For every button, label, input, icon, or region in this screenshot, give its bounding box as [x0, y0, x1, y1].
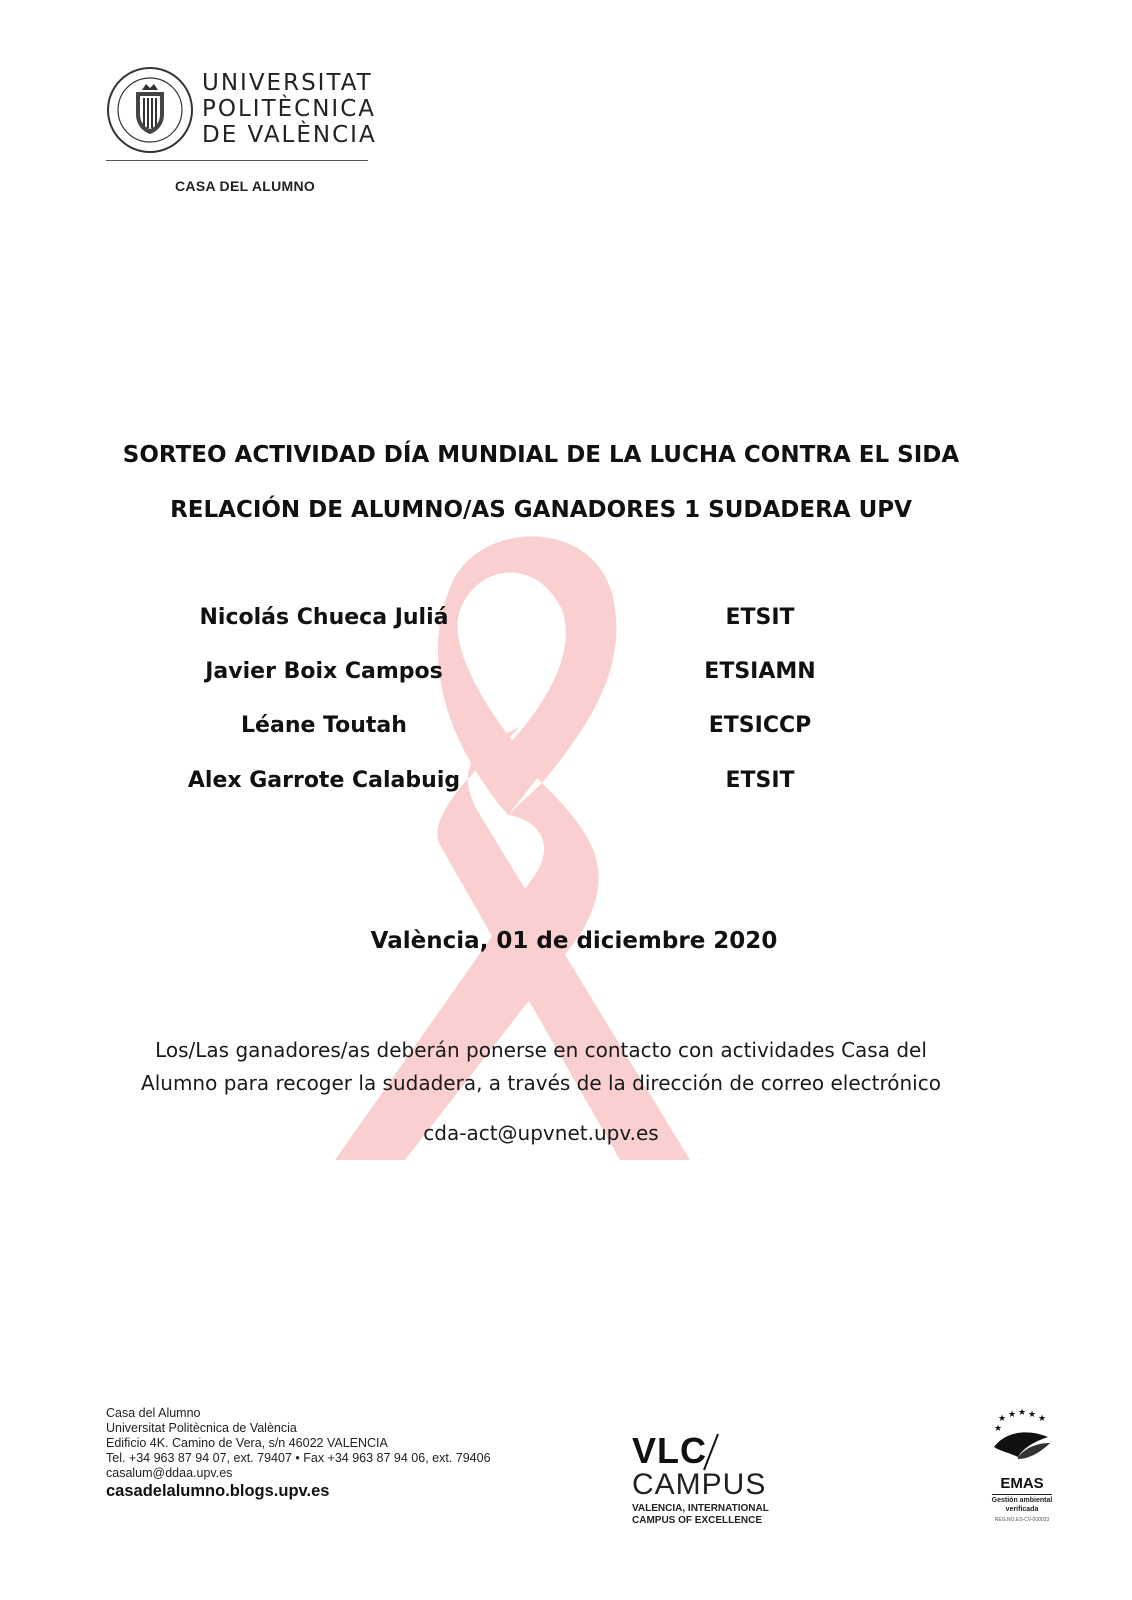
vlc-campus-logo-campus: CAMPUS — [632, 1468, 767, 1501]
winner-school: ETSIT — [725, 768, 795, 793]
emas-divider — [992, 1494, 1052, 1495]
contact-note-line-1: Los/Las ganadores/as deberán ponerse en contacto con actividades Casa del — [155, 1038, 927, 1062]
footer-address-line: Edificio 4K. Camino de Vera, s/n 46022 VALENCIA — [106, 1436, 388, 1450]
department-name: CASA DEL ALUMNO — [175, 178, 316, 194]
footer-address-line: Casa del Alumno — [106, 1406, 201, 1420]
vlc-campus-logo-title: VLC — [632, 1430, 707, 1471]
document-subtitle: RELACIÓN DE ALUMNO/AS GANADORES 1 SUDADERA UPV — [170, 497, 912, 523]
university-seal-icon — [106, 66, 194, 154]
winner-name: Alex Garrote Calabuig — [187, 768, 461, 793]
contact-note-line-2: Alumno para recoger la sudadera, a través de la dirección de correo electrónico — [141, 1071, 941, 1095]
winner-name: Nicolás Chueca Juliá — [199, 605, 449, 630]
winner-name: Javier Boix Campos — [205, 659, 443, 684]
svg-text:★: ★ — [1018, 1408, 1027, 1418]
university-name-line-3: DE VALÈNCIA — [202, 122, 377, 148]
vlc-slash-icon — [700, 1432, 722, 1472]
svg-text:★: ★ — [1028, 1410, 1037, 1420]
footer-address-line: Universitat Politècnica de València — [106, 1421, 297, 1435]
header-divider — [106, 160, 368, 161]
document-date: València, 01 de diciembre 2020 — [370, 928, 778, 954]
emas-logo-icon — [988, 1407, 1054, 1467]
svg-text:★: ★ — [998, 1414, 1007, 1424]
winner-school: ETSICCP — [708, 713, 812, 738]
document-title: SORTEO ACTIVIDAD DÍA MUNDIAL DE LA LUCHA CONTRA EL SIDA — [122, 442, 960, 468]
footer-blog-link[interactable]: casadelalumno.blogs.upv.es — [106, 1482, 330, 1500]
emas-name: EMAS — [1000, 1475, 1044, 1492]
emas-subtitle-line-1: Gestión ambiental — [991, 1497, 1053, 1504]
svg-text:★: ★ — [994, 1424, 1003, 1434]
svg-text:★: ★ — [1008, 1410, 1017, 1420]
footer-address-line: casalum@ddaa.upv.es — [106, 1466, 233, 1480]
university-name-line-2: POLITÈCNICA — [202, 96, 376, 122]
emas-registration: REG.NO.ES-CV-000033 — [994, 1517, 1050, 1523]
svg-text:★: ★ — [1038, 1414, 1047, 1424]
vlc-campus-subtitle-line-2: CAMPUS OF EXCELLENCE — [632, 1515, 763, 1526]
winner-school: ETSIAMN — [704, 659, 816, 684]
winner-school: ETSIT — [725, 605, 795, 630]
emas-subtitle-line-2: verificada — [1005, 1506, 1039, 1513]
university-name-line-1: UNIVERSITAT — [202, 70, 373, 96]
contact-email: cda-act@upvnet.upv.es — [423, 1121, 659, 1145]
footer-address-line: Tel. +34 963 87 94 07, ext. 79407 • Fax +34 963 87 94 06, ext. 79406 — [106, 1451, 491, 1465]
winner-name: Léane Toutah — [241, 713, 407, 738]
vlc-campus-subtitle-line-1: VALENCIA, INTERNATIONAL — [632, 1503, 769, 1514]
